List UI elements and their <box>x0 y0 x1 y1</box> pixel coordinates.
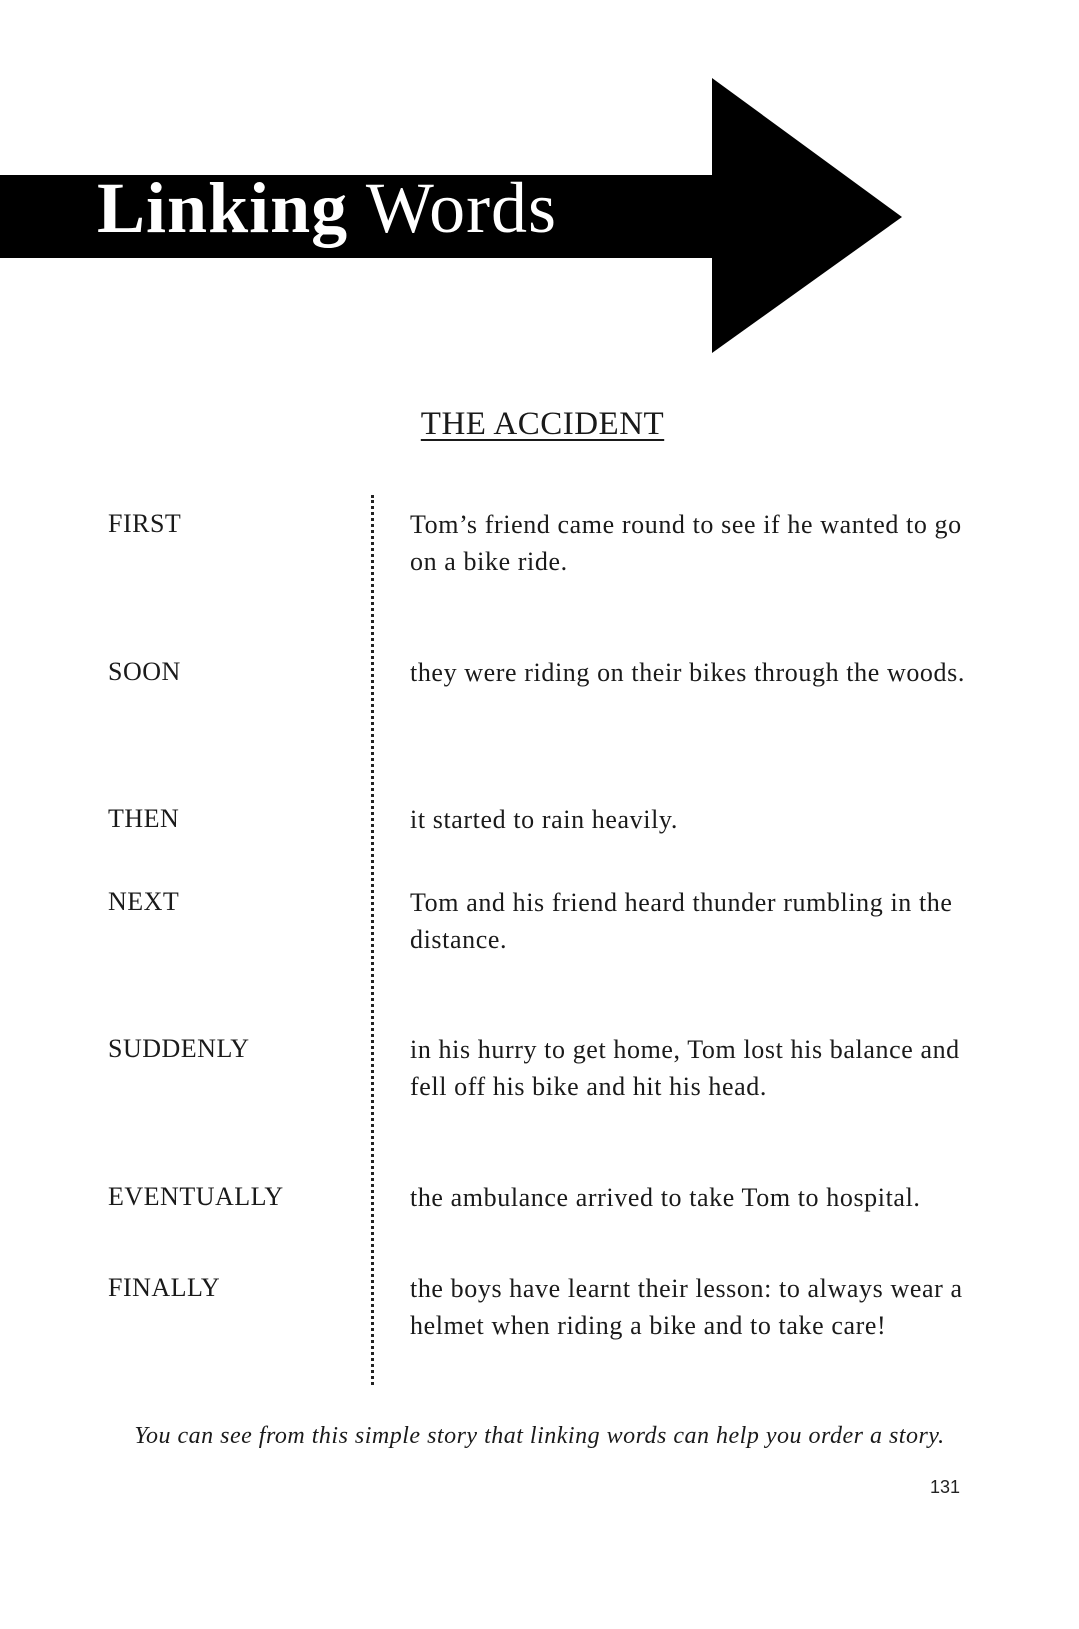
linking-word: THEN <box>108 804 180 833</box>
dotted-divider <box>371 495 374 1385</box>
page-title-bold: Linking <box>97 168 349 248</box>
story-sentence: Tom and his friend heard thunder rumbling in the distance. <box>410 888 953 954</box>
linking-word: SUDDENLY <box>108 1034 250 1063</box>
story-sentence: the boys have learnt their lesson: to always wear a helmet when riding a bike and to take care! <box>410 1274 963 1340</box>
story-sentence: the ambulance arrived to take Tom to hospital. <box>410 1183 921 1212</box>
summary-note: You can see from this simple story that linking words can help you order a story. <box>134 1423 945 1449</box>
linking-word: EVENTUALLY <box>108 1182 284 1211</box>
story-title-text: THE ACCIDENT <box>420 406 665 442</box>
page-title-normal: Words <box>365 168 558 248</box>
linking-word: SOON <box>108 657 181 686</box>
story-sentence: Tom’s friend came round to see if he wanted to go on a bike ride. <box>410 510 962 576</box>
linking-word: FIRST <box>108 509 182 538</box>
page-title <box>97 168 557 248</box>
story-sentence: in his hurry to get home, Tom lost his balance and fell off his bike and hit his head. <box>410 1035 960 1101</box>
story-sentence: it started to rain heavily. <box>410 805 678 834</box>
page-number: 131 <box>930 1477 961 1497</box>
linking-word: NEXT <box>108 887 180 916</box>
title-banner <box>0 0 1079 380</box>
linking-word: FINALLY <box>108 1273 221 1302</box>
story-title <box>0 404 1079 444</box>
story-sentence: they were riding on their bikes through the woods. <box>410 658 965 687</box>
